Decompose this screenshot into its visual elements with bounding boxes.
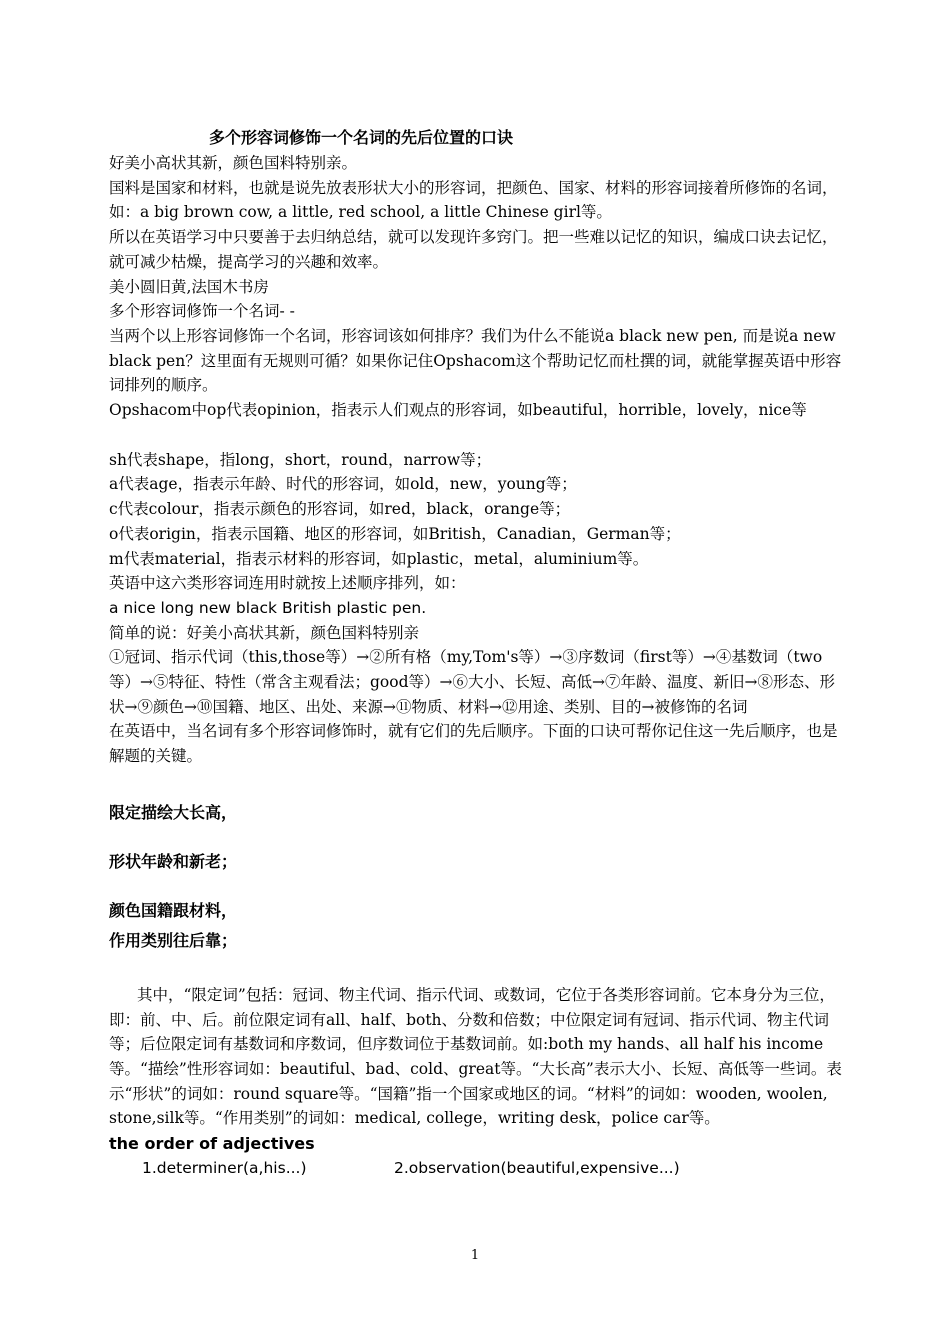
paragraph: 英语中这六类形容词连用时就按上述顺序排列，如：	[109, 574, 466, 593]
example-sentence: a nice long new black British plastic pen.	[109, 598, 427, 617]
paragraph: 多个形容词修饰一个名词- -	[109, 302, 295, 321]
paragraph: o代表origin，指表示国籍、地区的形容词，如British，Canadian，German等；	[109, 524, 681, 543]
rhyme-line: 形状年龄和新老；	[109, 851, 238, 871]
order-heading: the order of adjectives	[109, 1134, 315, 1154]
paragraph: m代表material，指表示材料的形容词，如plastic，metal，aluminium等。	[109, 549, 649, 568]
paragraph: 美小圆旧黄,法国木书房	[109, 277, 269, 296]
rhyme-block	[109, 801, 845, 953]
explanation-paragraph: 其中，“限定词”包括：冠词、物主代词、指示代词、或数词，它位于各类形容词前。它本身分为三位，即：前、中、后。前位限定词有all、half、both、分数和倍数；中位限定词有冠词、指示代词、物主代词等；后位限定词有基数词和序数词，但序数词位于基数词前。如:both my hands、all half his income等。“描绘”性形容词如：beautiful、bad、cold、great等。“大长高”表示大小、长短、高低等一些词。表示“形状”的词如：round square等。“国籍”指一个国家或地区的词。“材料”的词如：wooden, woolen, stone,silk等。“作用类别”的词如：medical, college，writing desk，police car等。	[109, 985, 842, 1128]
paragraph: 在英语中，当名词有多个形容词修饰时，就有它们的先后顺序。下面的口诀可帮你记住这一先后顺序，也是解题的关键。	[109, 722, 838, 766]
page-title: 多个形容词修饰一个名词的先后位置的口诀	[209, 128, 514, 147]
rhyme-line: 限定描绘大长高，	[109, 802, 238, 822]
paragraph: 当两个以上形容词修饰一个名词，形容词该如何排序？我们为什么不能说a black new pen, 而是说a new black pen？这里面有无规则可循？如果你记住Opshacom这个帮助记忆而杜撰的词，就能掌握英语中形容词排列的顺序。	[109, 326, 842, 395]
rhyme-line: 颜色国籍跟材料，	[109, 900, 238, 920]
paragraph: 简单的说：好美小高状其新，颜色国料特别亲	[109, 623, 420, 642]
paragraph: 所以在英语学习中只要善于去归纳总结，就可以发现许多窍门。把一些难以记忆的知识，编成口诀去记忆，就可减少枯燥，提高学习的兴趣和效率。	[109, 228, 838, 271]
paragraph: a代表age，指表示年龄、时代的形容词，如old，new，young等；	[109, 475, 577, 494]
rhyme-line: 作用类别往后靠；	[109, 930, 238, 950]
paragraph: Opshacom中op代表opinion，指表示人们观点的形容词，如beautiful，horrible，lovely，nice等	[109, 401, 807, 420]
page-number: 1	[470, 1248, 480, 1263]
blank-line	[109, 423, 845, 448]
paragraph: 国料是国家和材料，也就是说先放表形状大小的形容词，把颜色、国家、材料的形容词接着所修饰的名词，如：a big brown cow, a little, red school, a little Chinese girl等。	[109, 178, 838, 222]
order-list	[109, 1156, 845, 1181]
document-body	[109, 125, 845, 1181]
paragraph: 好美小高状其新，颜色国料特别亲。	[109, 154, 358, 172]
order-item: 2.observation(beautiful,expensive...)	[394, 1159, 680, 1178]
order-sequence: ①冠词、指示代词（this,those等）→②所有格（my,Tom's等）→③序数词（first等）→④基数词（two等）→⑤特征、特性（常含主观看法；good等）→⑥大小、长短、高低→⑦年龄、温度、新旧→⑧形态、形状→⑨颜色→⑩国籍、地区、出处、来源→⑪物质、材料→⑫用途、类别、目的→被修饰的名词	[109, 648, 835, 716]
paragraph: c代表colour，指表示颜色的形容词，如red，black，orange等；	[109, 500, 571, 519]
paragraph: sh代表shape，指long，short，round，narrow等；	[109, 450, 492, 469]
order-item: 1.determiner(a,his...)	[142, 1159, 307, 1178]
